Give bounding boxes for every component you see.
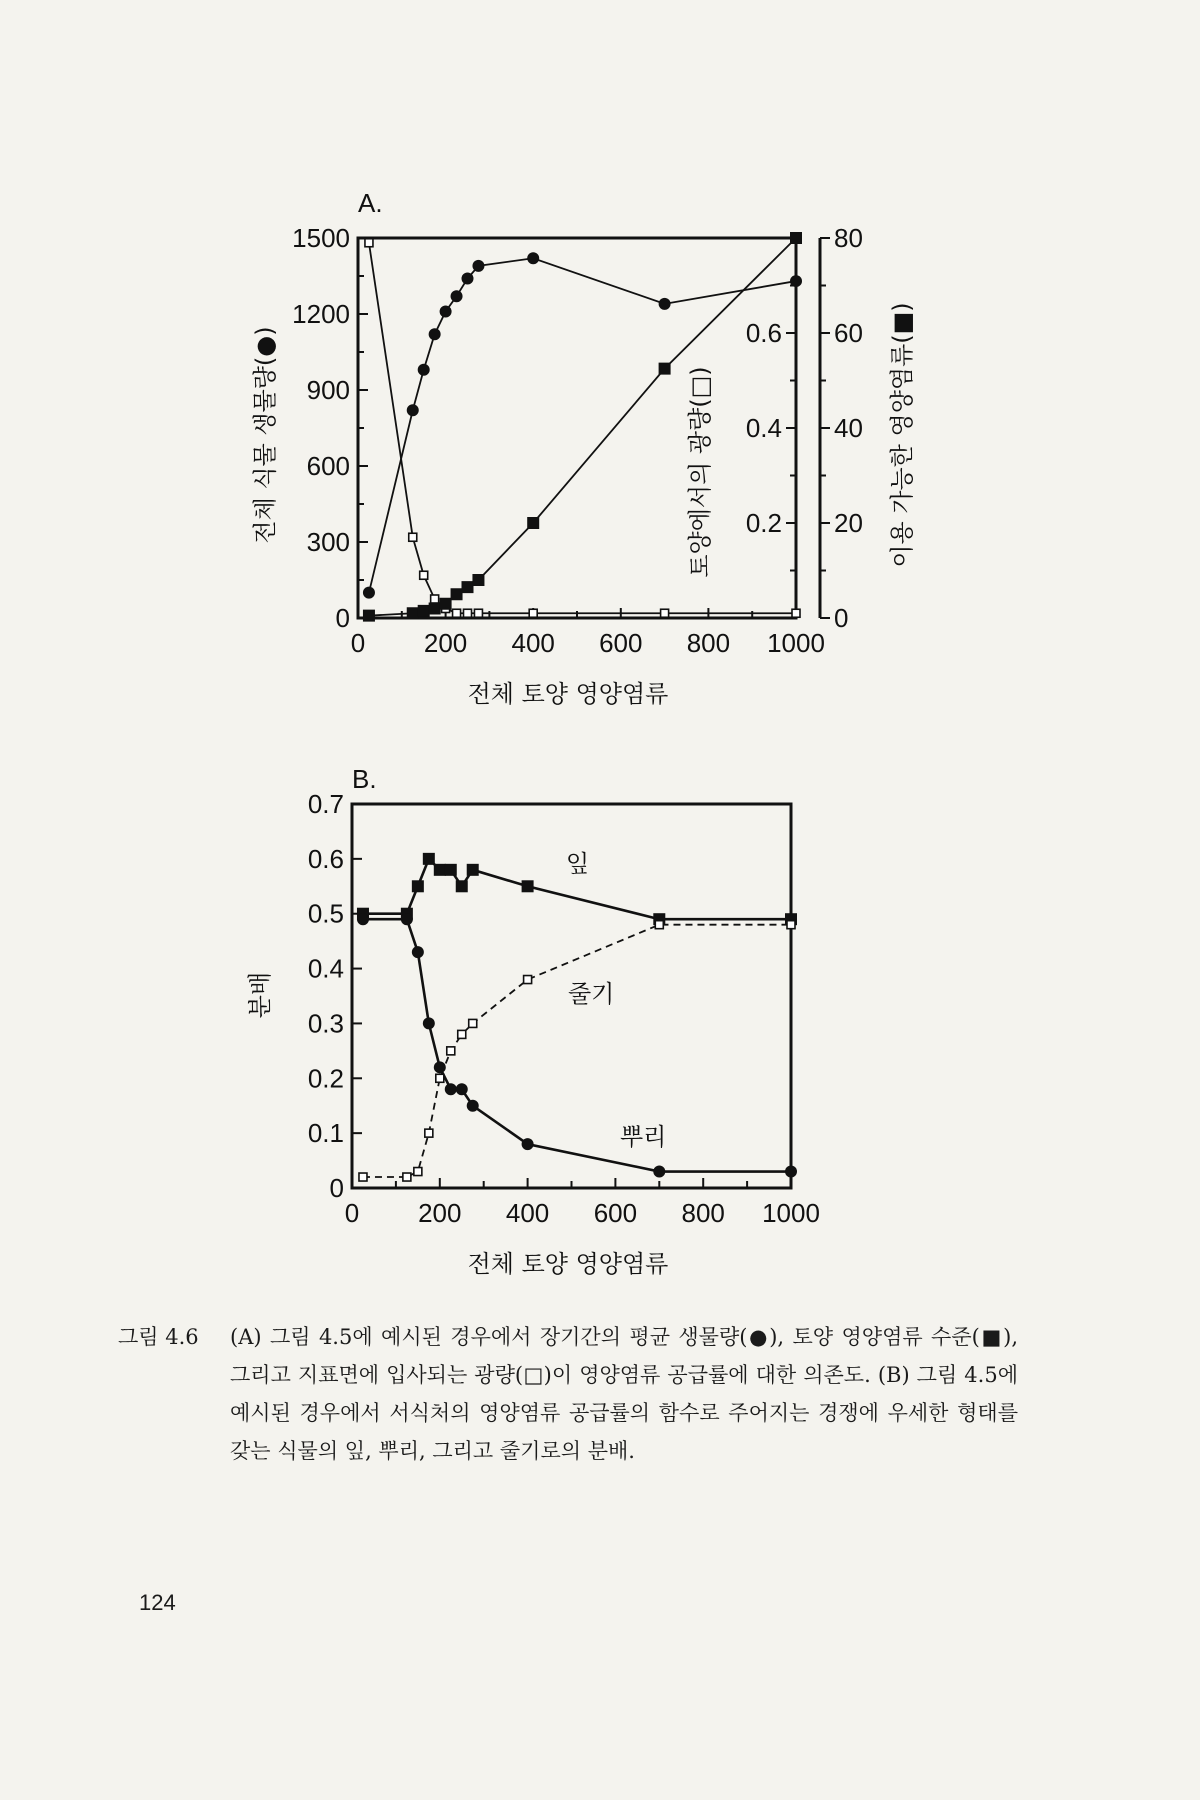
panel-b-marker-series-1 xyxy=(787,921,795,929)
panel-a-plot-border xyxy=(358,238,796,618)
panel-a-y-left-tick-label: 1500 xyxy=(292,223,350,253)
panel-a-marker-filled-circle xyxy=(790,275,802,287)
panel-a-y-left-title: 전체 식물 생물량(●) xyxy=(251,326,279,544)
panel-b-marker-series-2 xyxy=(785,1166,797,1178)
panel-b-x-tick-label: 400 xyxy=(505,1198,550,1228)
panel-a-y-inner-title: 토양에서의 광량(□) xyxy=(686,366,714,578)
panel-b-marker-series-1 xyxy=(436,1074,444,1082)
panel-a-y-inner-tick-label: 0.4 xyxy=(745,413,782,443)
panel-a-y-inner-tick-label: 0.6 xyxy=(745,318,782,348)
panel-a-x-tick-label: 200 xyxy=(423,628,468,658)
panel-b-marker-series-0 xyxy=(456,880,468,892)
panel-b-marker-series-0 xyxy=(434,864,446,876)
panel-b-y-tick-label: 0.2 xyxy=(307,1063,344,1094)
panel-a-y-left-tick-label: 900 xyxy=(306,375,350,405)
panel-a-y-right-tick-label: 80 xyxy=(834,223,863,253)
panel-a-x-tick-label: 0 xyxy=(350,628,366,658)
panel-a-marker-filled-square xyxy=(462,581,474,593)
panel-b-marker-series-1 xyxy=(425,1129,433,1137)
panel-a-series-line-open-square xyxy=(369,243,796,614)
panel-a-y-right-tick-label: 40 xyxy=(834,413,863,443)
panel-b-markers xyxy=(357,853,797,1181)
panel-a-marker-filled-circle xyxy=(429,328,441,340)
panel-a-y-right-tick-label: 60 xyxy=(834,318,863,348)
panel-b-marker-series-2 xyxy=(445,1083,457,1095)
panel-a-label: A. xyxy=(358,188,383,218)
panel-b-y-axis-title: 분배 xyxy=(246,971,274,1019)
panel-a-marker-filled-circle xyxy=(472,260,484,272)
caption-label: 그림 4.6 xyxy=(118,1325,199,1349)
caption-text: (A) 그림 4.5에 예시된 경우에서 장기간의 평균 생물량(●), 토양 영양염류 수준(■), 그리고 지표면에 입사되는 광량(□)이 영양염류 공급률에 대한 의존도. (B) 그림 4.5에 예시된 경우에서 서식처의 영양염류 공급률의 함수로 주어지는 경쟁에 우세한 형태를 갖는 식물의 잎, 뿌리, 그리고 줄기로의 분배. xyxy=(230,1325,1018,1463)
panel-a-marker-open-square xyxy=(661,609,669,617)
panel-a-marker-filled-circle xyxy=(527,252,539,264)
panel-a-marker-filled-square xyxy=(440,598,452,610)
panel-b-marker-series-1 xyxy=(524,976,532,984)
panel-b-y-tick-label: 0.7 xyxy=(307,789,344,819)
panel-a-marker-filled-square xyxy=(790,232,802,244)
panel-a-marker-open-square xyxy=(409,533,417,541)
panel-a-marker-filled-square xyxy=(429,603,441,615)
panel-a-marker-filled-circle xyxy=(462,273,474,285)
panel-a-series-line-filled-circle xyxy=(369,258,796,592)
panel-b-label: B. xyxy=(352,764,377,794)
panel-a-marker-filled-square xyxy=(418,605,430,617)
panel-b-marker-series-2 xyxy=(456,1083,468,1095)
panel-a-marker-open-square xyxy=(420,571,428,579)
panel-b-x-tick-label: 0 xyxy=(344,1198,360,1228)
panel-b-y-tick-label: 0.1 xyxy=(307,1118,344,1149)
panel-a-marker-filled-square xyxy=(527,517,539,529)
panel-b-x-tick-label: 800 xyxy=(681,1198,725,1228)
panel-b-series-line-1 xyxy=(363,925,791,1177)
panel-b-x-tick-label: 200 xyxy=(418,1198,462,1228)
panel-a-marker-filled-square xyxy=(407,607,419,619)
panel-b-marker-series-0 xyxy=(445,864,457,876)
panel-a-marker-open-square xyxy=(431,595,439,603)
panel-b-marker-series-0 xyxy=(467,864,479,876)
panel-b-marker-series-1 xyxy=(469,1019,477,1027)
panel-b-marker-series-1 xyxy=(359,1173,367,1181)
panel-a-y-left-tick-label: 600 xyxy=(306,451,350,481)
panel-a-y-right-tick-label: 20 xyxy=(834,508,863,538)
series-label-root: 뿌리 xyxy=(620,1123,667,1151)
panel-b-marker-series-2 xyxy=(467,1100,479,1112)
series-label-leaf: 잎 xyxy=(566,850,590,878)
panel-a-x-tick-label: 1000 xyxy=(767,628,825,658)
panel-a-y-inner-tick-label: 0.2 xyxy=(745,508,782,538)
page-number: 124 xyxy=(139,1590,176,1615)
panel-a-marker-filled-circle xyxy=(407,404,419,416)
chart-panel-a xyxy=(251,188,916,708)
panel-b-marker-series-1 xyxy=(414,1168,422,1176)
panel-a-marker-open-square xyxy=(474,609,482,617)
panel-a-marker-filled-square xyxy=(451,588,463,600)
panel-b-y-tick-label: 0.3 xyxy=(307,1008,344,1039)
panel-a-x-tick-label: 800 xyxy=(686,628,731,658)
panel-a-marker-open-square xyxy=(453,609,461,617)
figure-caption xyxy=(118,1318,1018,1470)
panel-a-x-tick-label: 400 xyxy=(511,628,555,658)
panel-b-marker-series-2 xyxy=(357,913,369,925)
panel-a-marker-filled-circle xyxy=(451,290,463,302)
panel-b-marker-series-0 xyxy=(522,880,534,892)
panel-a-y-left-tick-label: 1200 xyxy=(292,299,350,329)
panel-b-marker-series-1 xyxy=(447,1047,455,1055)
panel-a-y-right-title: 이용 가능한 영양염류(■) xyxy=(888,302,916,568)
panel-a-marker-filled-circle xyxy=(363,587,375,599)
series-label-stem: 줄기 xyxy=(568,980,615,1008)
panel-a-marker-filled-square xyxy=(472,574,484,586)
panel-a-y-left-tick-label: 0 xyxy=(335,603,350,633)
panel-a-marker-open-square xyxy=(792,609,800,617)
panel-a-series-line-filled-square xyxy=(369,238,796,616)
panel-a-ticks xyxy=(292,223,863,658)
panel-a-x-tick-label: 600 xyxy=(599,628,643,658)
panel-b-marker-series-2 xyxy=(423,1017,435,1029)
panel-b-x-tick-label: 600 xyxy=(593,1198,638,1228)
panel-a-marker-open-square xyxy=(464,609,472,617)
panel-b-marker-series-0 xyxy=(412,880,424,892)
panel-a-marker-filled-circle xyxy=(418,364,430,376)
panel-b-ticks xyxy=(308,789,820,1228)
panel-a-marker-open-square xyxy=(365,239,373,247)
chart-panel-b xyxy=(246,764,820,1278)
panel-b-marker-series-2 xyxy=(522,1138,534,1150)
panel-a-marker-open-square xyxy=(529,609,537,617)
panel-a-marker-filled-square xyxy=(363,610,375,622)
panel-a-marker-filled-circle xyxy=(659,298,671,310)
panel-a-y-right-tick-label: 0 xyxy=(834,603,849,633)
panel-a-x-axis-title: 전체 토양 영양염류 xyxy=(467,680,669,708)
panel-b-marker-series-1 xyxy=(403,1173,411,1181)
panel-b-y-tick-label: 0.6 xyxy=(307,843,344,874)
panel-b-y-tick-label: 0 xyxy=(329,1173,344,1203)
panel-b-y-tick-label: 0.5 xyxy=(307,898,344,929)
panel-a-markers xyxy=(363,232,802,622)
panel-b-marker-series-2 xyxy=(412,946,424,958)
panel-a-lines xyxy=(369,238,796,616)
panel-b-marker-series-2 xyxy=(401,913,413,925)
panel-b-x-tick-label: 1000 xyxy=(762,1198,820,1228)
panel-a-y-left-tick-label: 300 xyxy=(306,527,350,557)
panel-b-x-axis-title: 전체 토양 영양염류 xyxy=(467,1250,669,1278)
panel-b-marker-series-2 xyxy=(653,1166,665,1178)
panel-b-marker-series-1 xyxy=(458,1030,466,1038)
panel-a-marker-filled-circle xyxy=(440,305,452,317)
panel-b-marker-series-1 xyxy=(655,921,663,929)
panel-b-y-tick-label: 0.4 xyxy=(307,953,344,984)
panel-b-marker-series-0 xyxy=(423,853,435,865)
panel-b-marker-series-2 xyxy=(434,1061,446,1073)
panel-a-marker-filled-square xyxy=(659,363,671,375)
